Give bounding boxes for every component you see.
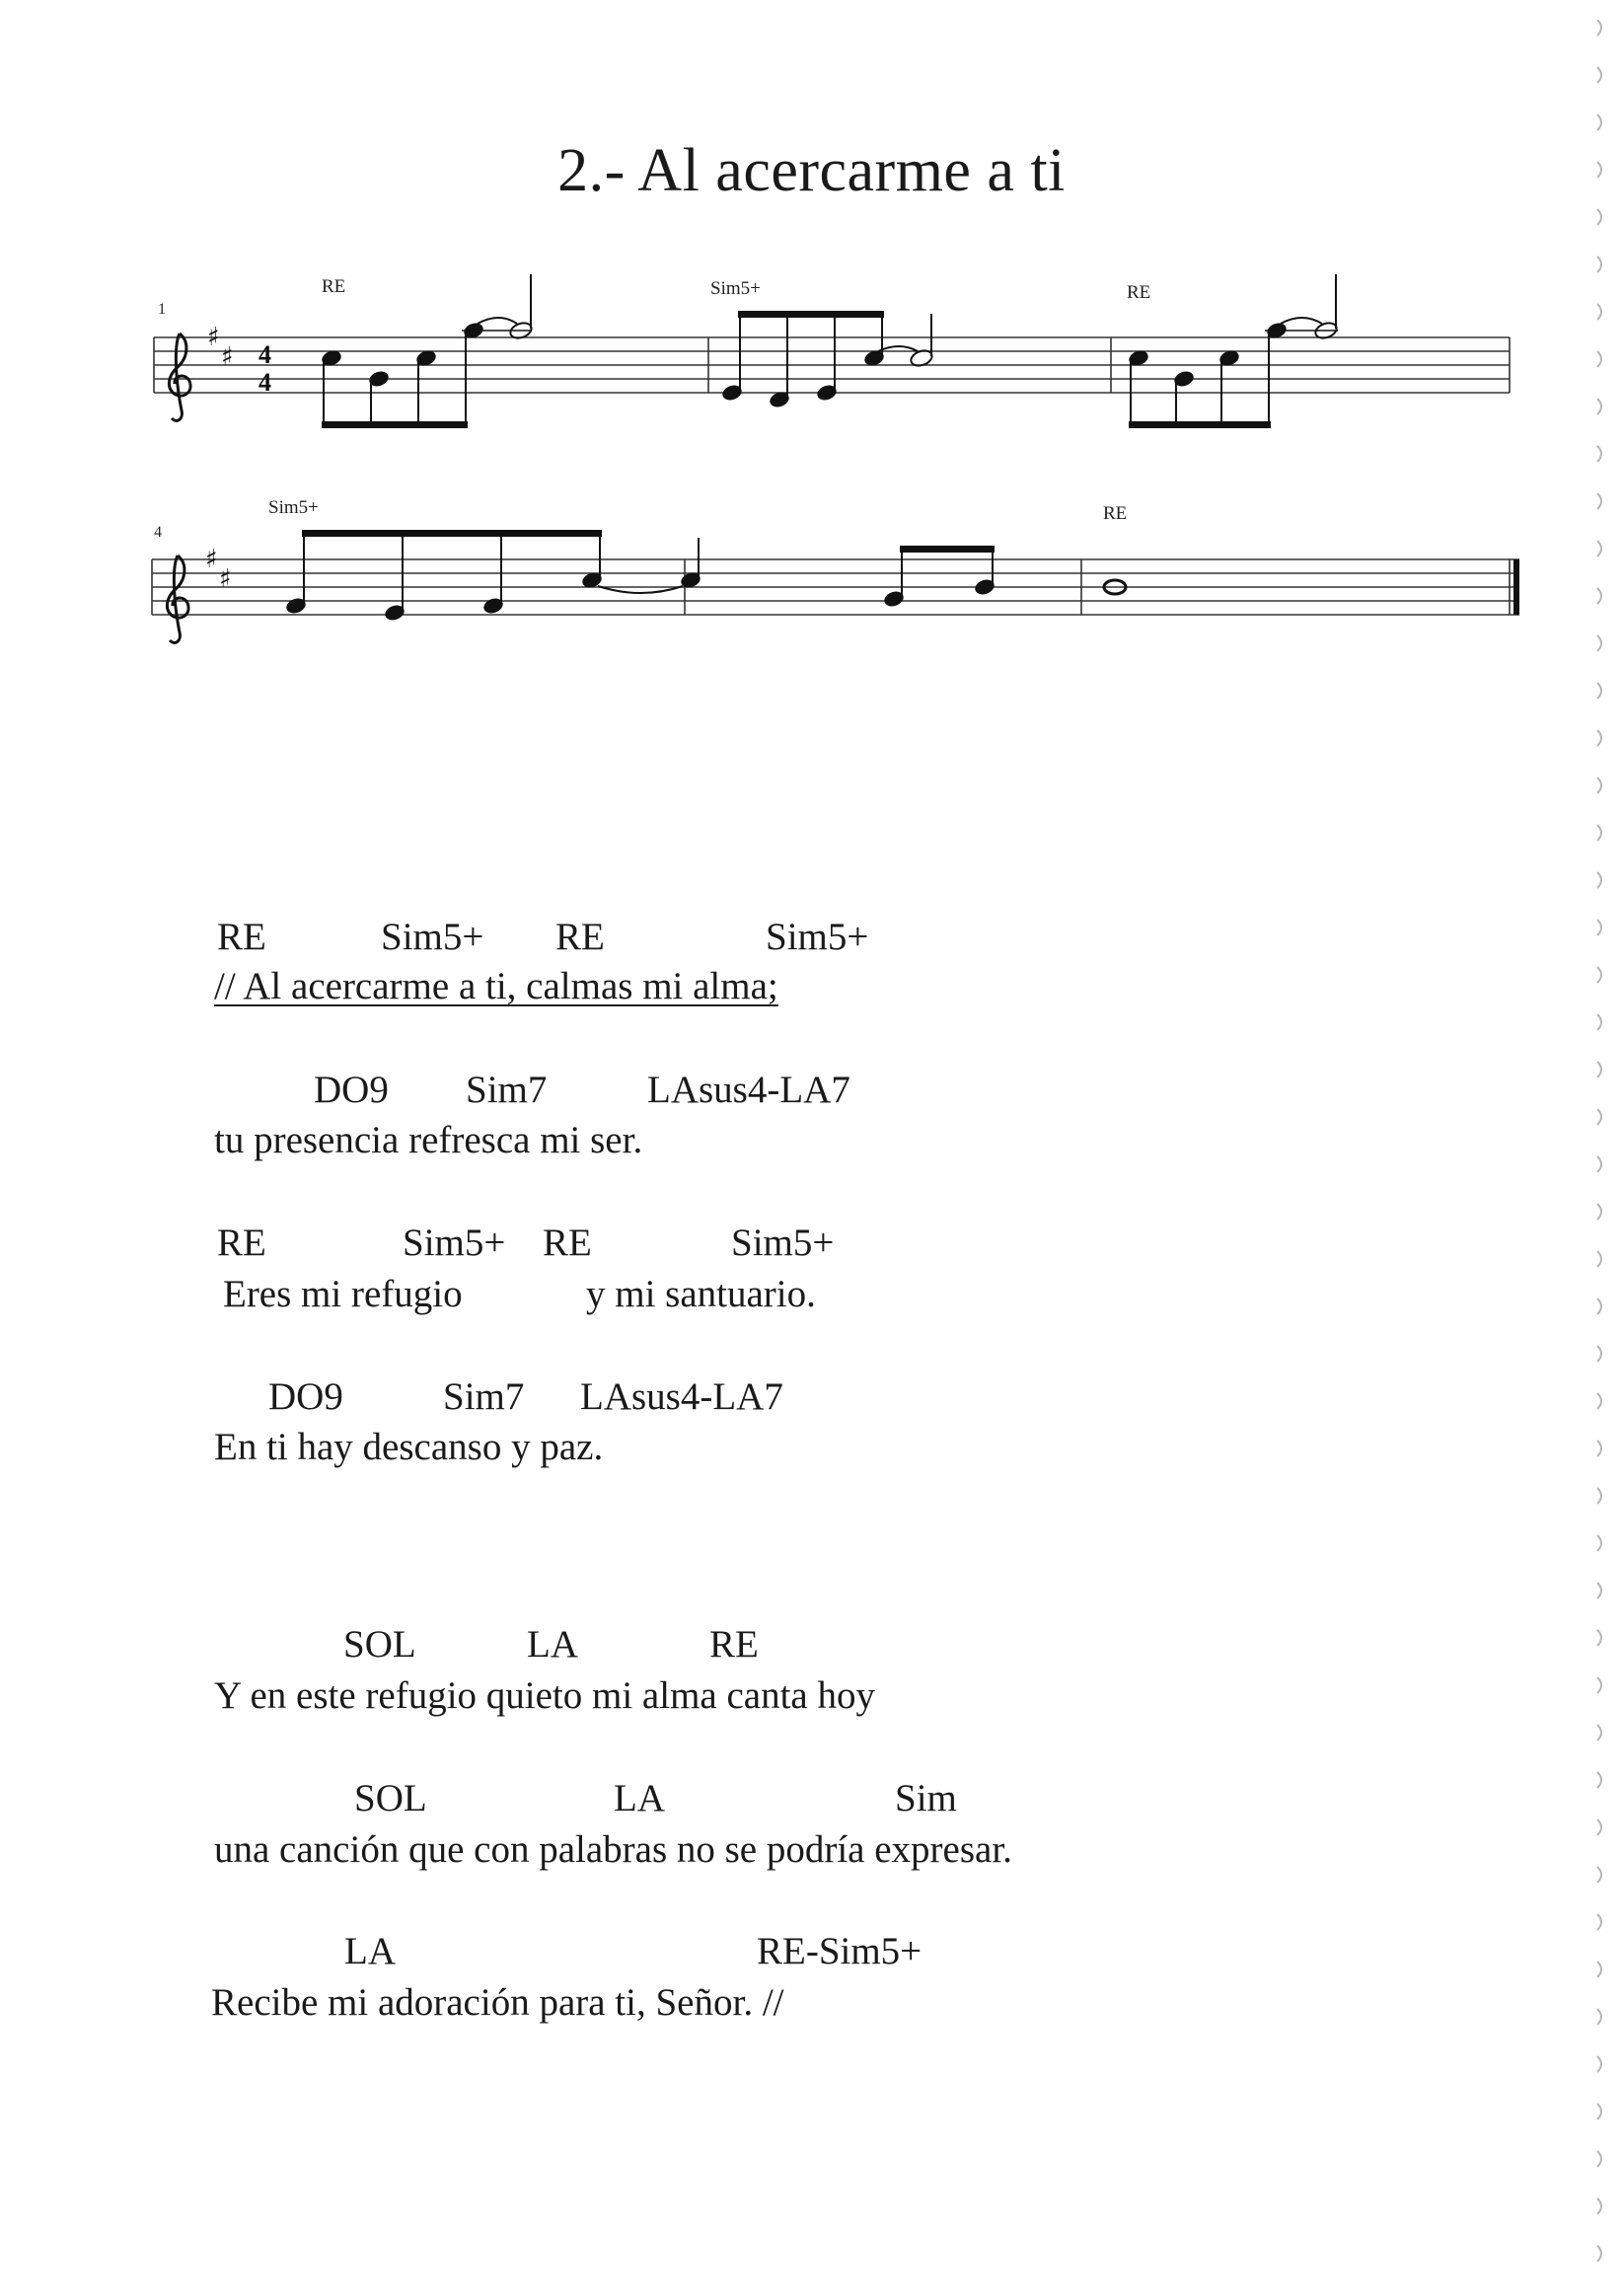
sheet-music	[0, 0, 1623, 691]
chord: Sim5+	[403, 1222, 506, 1264]
chord: RE	[543, 1222, 592, 1264]
svg-text:♯: ♯	[207, 323, 220, 352]
lyric-line: y mi santuario.	[586, 1273, 816, 1315]
staff-chord-label: RE	[1103, 503, 1128, 524]
measure-number: 4	[154, 524, 162, 541]
lyric-line: En ti hay descanso y paz.	[214, 1426, 604, 1468]
measure-number: 1	[158, 301, 166, 318]
chord: SOL	[343, 1623, 416, 1666]
chord: RE-Sim5+	[757, 1930, 922, 1972]
chord: Sim7	[443, 1375, 525, 1418]
song-title: 2.- Al acercarme a ti	[557, 137, 1066, 204]
chord: LA	[527, 1623, 578, 1666]
svg-text:♯: ♯	[221, 342, 234, 372]
lyric-line: Y en este refugio quieto mi alma canta hoy	[214, 1674, 875, 1717]
lyric-line: una canción que con palabras no se podría expresar.	[214, 1828, 1012, 1871]
staff-chord-label: RE	[1127, 282, 1151, 303]
lyric-line: // Al acercarme a ti, calmas mi alma;	[214, 965, 778, 1007]
lyric-line: Recibe mi adoración para ti, Señor. //	[211, 1981, 784, 2024]
chord: DO9	[268, 1375, 343, 1418]
measure-4-notes	[285, 531, 683, 622]
staff-system-1	[154, 274, 1510, 427]
time-signature-top: 4	[258, 340, 271, 369]
chord: Sim	[895, 1777, 957, 1819]
chord: LA	[614, 1777, 665, 1819]
chord: RE	[709, 1623, 759, 1666]
svg-text:♯: ♯	[205, 545, 218, 574]
time-signature-bottom: 4	[258, 368, 271, 397]
svg-text:♯: ♯	[219, 564, 232, 594]
treble-clef-icon	[167, 555, 188, 642]
lyric-line: tu presencia refresca mi ser.	[214, 1119, 643, 1161]
treble-clef-icon	[169, 333, 190, 420]
chord: RE	[217, 1222, 266, 1264]
measure-2-notes	[721, 312, 933, 408]
lyric-line: Eres mi refugio	[223, 1273, 463, 1315]
chord: RE	[555, 916, 605, 958]
staff-system-2	[152, 497, 1519, 642]
final-barline	[1513, 559, 1519, 615]
spiral-binding-icon	[1587, 20, 1617, 2279]
chord: LAsus4-LA7	[580, 1375, 783, 1418]
chord: Sim5+	[766, 916, 869, 958]
chord: Sim7	[466, 1069, 548, 1111]
staff-chord-label: Sim5+	[268, 497, 319, 518]
chord: SOL	[354, 1777, 427, 1819]
staff-chord-label: RE	[322, 276, 346, 297]
chord: Sim5+	[381, 916, 484, 958]
chord: Sim5+	[731, 1222, 835, 1264]
chord: LA	[344, 1930, 396, 1972]
staff-chord-label: Sim5+	[710, 278, 761, 299]
chord: RE	[217, 916, 266, 958]
chord: LAsus4-LA7	[647, 1069, 850, 1111]
chord: DO9	[314, 1069, 389, 1111]
